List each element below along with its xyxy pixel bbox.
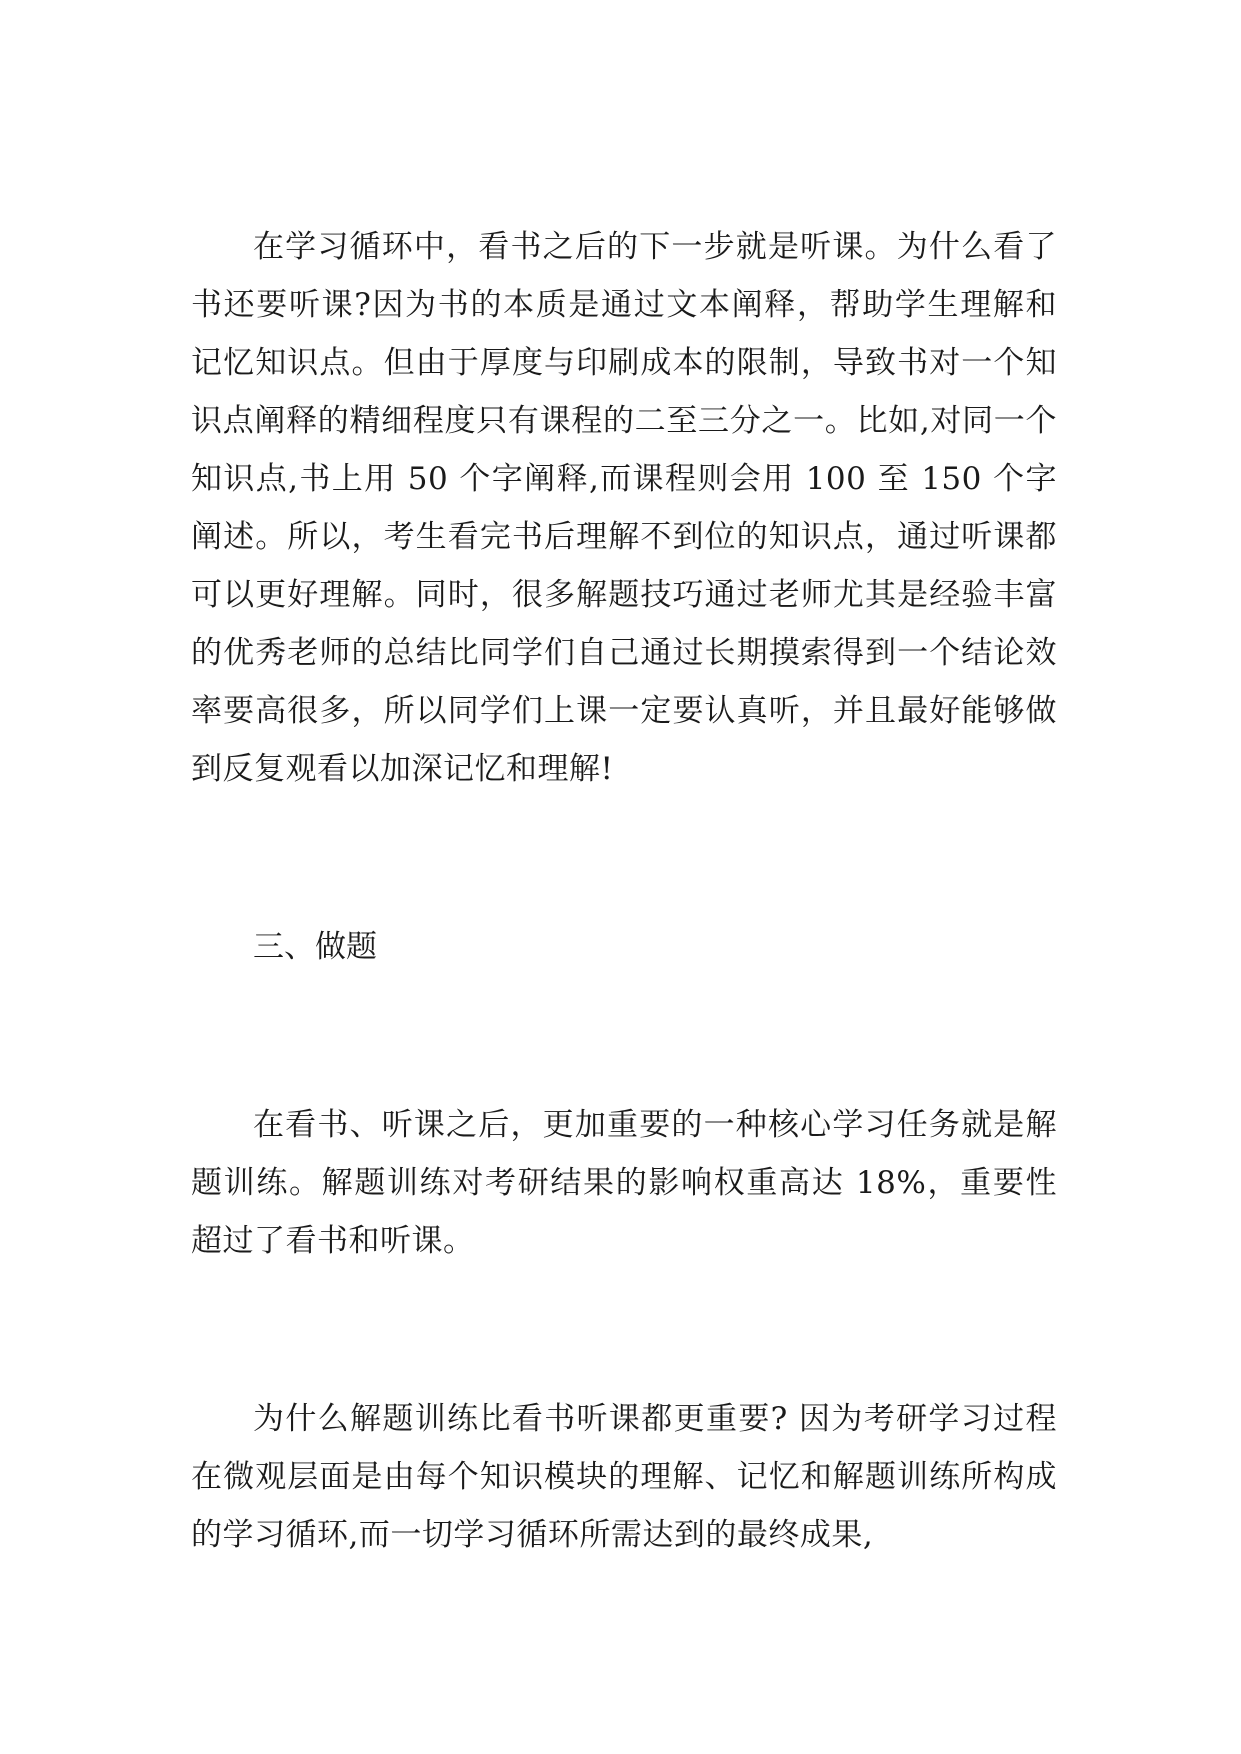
document-page <box>191 218 1057 1564</box>
section-heading-doing-exercises: 三、做题 <box>253 929 377 965</box>
paragraph-problem-solving-training: 在看书、听课之后，更加重要的一种核心学习任务就是解题训练。解题训练对考研结果的影响权重高达 18%，重要性超过了看书和听课。 <box>191 1107 1057 1259</box>
paragraph-listening-to-lectures: 在学习循环中，看书之后的下一步就是听课。为什么看了书还要听课?因为书的本质是通过文本阐释，帮助学生理解和记忆知识点。但由于厚度与印刷成本的限制，导致书对一个知识点阐释的精细程度只有课程的二至三分之一。比如,对同一个知识点,书上用 50 个字阐释,而课程则会用 100 至 150 个字阐述。所以，考生看完书后理解不到位的知识点，通过听课都可以更好理解。同时，很多解题技巧通过老师尤其是经验丰富的优秀老师的总结比同学们自己通过长期摸索得到一个结论效率要高很多，所以同学们上课一定要认真听，并且最好能够做到反复观看以加深记忆和理解! <box>191 229 1057 787</box>
paragraph-why-training-matters: 为什么解题训练比看书听课都更重要? 因为考研学习过程在微观层面是由每个知识模块的理解、记忆和解题训练所构成的学习循环,而一切学习循环所需达到的最终成果, <box>191 1401 1057 1553</box>
